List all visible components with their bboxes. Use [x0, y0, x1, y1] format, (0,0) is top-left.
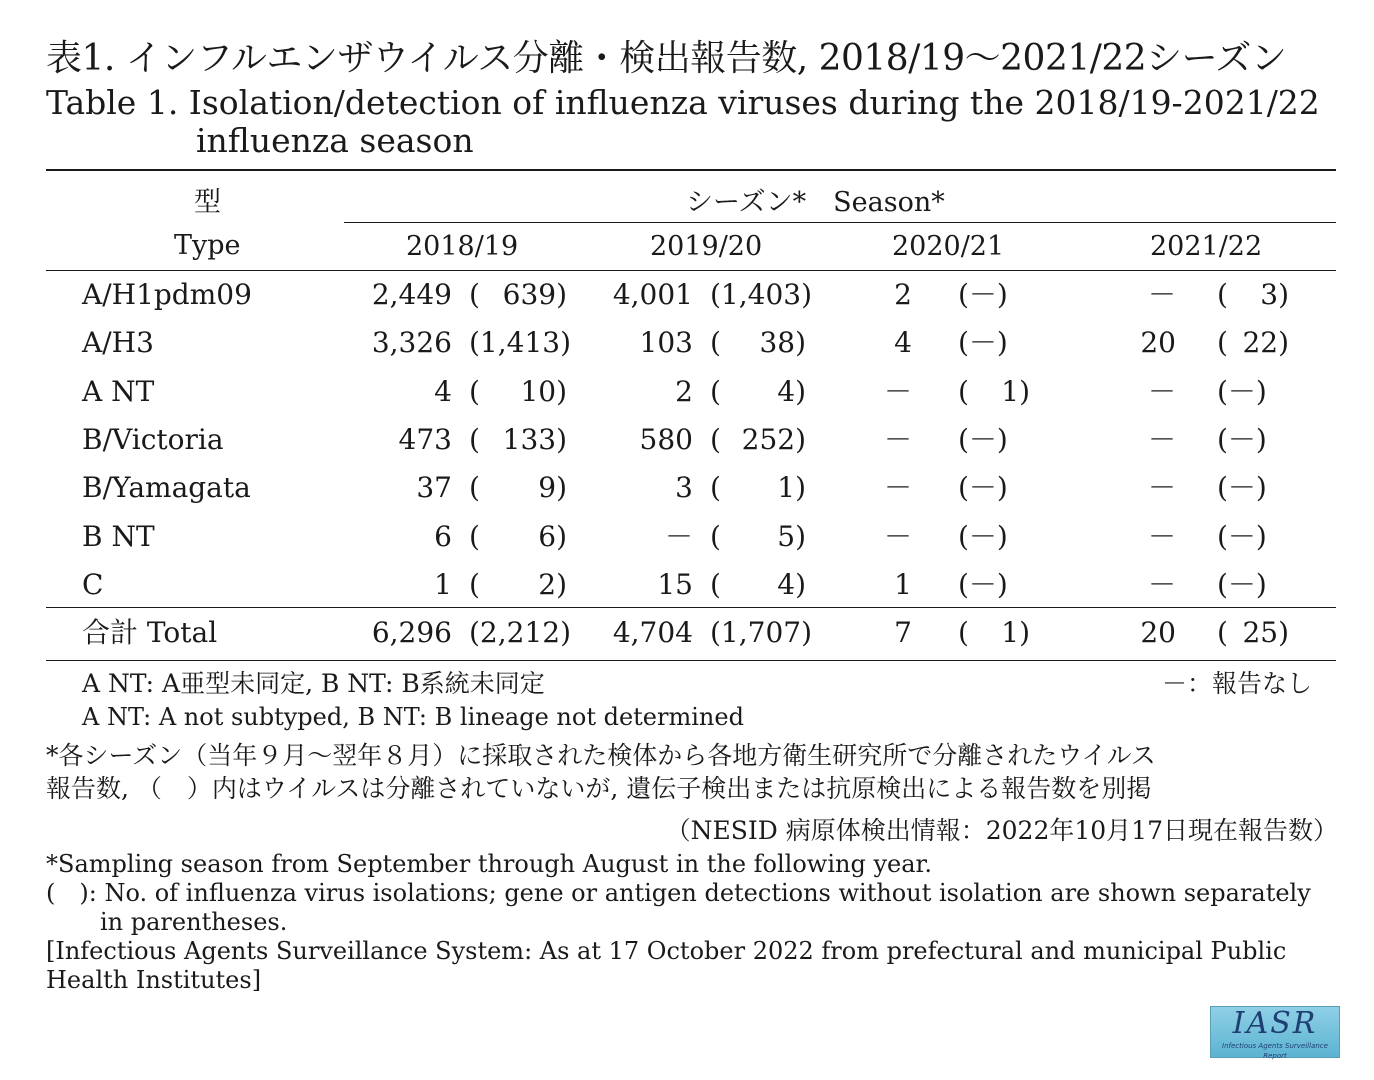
title-english — [46, 84, 1320, 160]
count-value: － — [1147, 568, 1176, 601]
paren-open: (－) — [1217, 520, 1267, 553]
count-value: 20 — [1140, 326, 1176, 359]
paren-open: ( — [710, 423, 721, 456]
paren-open: (－) — [958, 471, 1008, 504]
type-cell: A/H1pdm09 — [82, 278, 252, 311]
count-value: 37 — [416, 471, 452, 504]
count-value: － — [883, 423, 912, 456]
paren-open: ( — [469, 568, 480, 601]
paren-open: ( — [469, 278, 480, 311]
count-value: 4 — [894, 326, 912, 359]
paren-open: ( — [469, 471, 480, 504]
paren-value: 1) — [1001, 616, 1030, 649]
paren-value: 1) — [777, 471, 806, 504]
count-value: 1 — [434, 568, 452, 601]
note-english-sampling: *Sampling season from September through August in the following year. — [46, 850, 932, 878]
paren-value: 4) — [777, 375, 806, 408]
paren-open: ( — [1217, 278, 1228, 311]
type-cell: B NT — [82, 520, 155, 553]
paren-value: 10) — [520, 375, 567, 408]
table-top-rule — [46, 169, 1336, 171]
type-cell: B/Yamagata — [82, 471, 251, 504]
count-value: － — [1147, 520, 1176, 553]
paren-open: ( — [958, 375, 969, 408]
paren-open: ( — [710, 471, 721, 504]
paren-open: (－) — [958, 520, 1008, 553]
note-no-report: －：報告なし — [1162, 669, 1313, 698]
note-nt-english: A NT: A not subtyped, B NT: B lineage not determined — [82, 703, 744, 731]
season-2021-22: 2021/22 — [1150, 231, 1263, 262]
count-value: － — [883, 520, 912, 553]
count-value: 4,704 — [612, 616, 693, 649]
paren-open: ( — [469, 375, 480, 408]
count-value: 6,296 — [371, 616, 452, 649]
paren-open: (1,707) — [710, 616, 813, 649]
count-value: － — [664, 520, 693, 553]
count-value: 473 — [398, 423, 452, 456]
count-value: 1 — [894, 568, 912, 601]
paren-open: ( — [710, 326, 721, 359]
paren-open: ( — [958, 616, 969, 649]
note-japanese-source: （NESID 病原体検出情報：2022年10月17日現在報告数） — [665, 816, 1338, 845]
season-header-rule — [344, 222, 1336, 223]
note-japanese-line1: *各シーズン（当年９月～翌年８月）に採取された検体から各地方衛生研究所で分離されたウイルス — [46, 741, 1156, 770]
count-value: 6 — [434, 520, 452, 553]
type-cell: A/H3 — [82, 326, 154, 359]
title-english-line2: influenza season — [196, 121, 474, 160]
paren-open: (－) — [1217, 423, 1267, 456]
note-nt-japanese: A NT: A亜型未同定, B NT: B系統未同定 — [82, 669, 545, 698]
note-japanese-line2: 報告数, （ ）内はウイルスは分離されていないが, 遺伝子検出または抗原検出による報告数を別掲 — [46, 774, 1152, 803]
note-english-source-line1: [Infectious Agents Surveillance System: As at 17 October 2022 from prefectural and municipal Public — [46, 937, 1287, 965]
type-cell: 合計 Total — [82, 616, 218, 649]
paren-value: 6) — [538, 520, 567, 553]
count-value: 20 — [1140, 616, 1176, 649]
paren-open: ( — [469, 520, 480, 553]
count-value: 2,449 — [371, 278, 452, 311]
paren-value: 1) — [1001, 375, 1030, 408]
count-value: 3,326 — [371, 326, 452, 359]
paren-open: ( — [1217, 326, 1228, 359]
table-bottom-rule — [46, 660, 1336, 661]
paren-value: 252) — [741, 423, 806, 456]
iasr-logo-subtext: Infectious Agents Surveillance Report — [1222, 1042, 1328, 1060]
paren-open: (2,212) — [469, 616, 572, 649]
paren-open: (－) — [958, 423, 1008, 456]
paren-open: ( — [710, 568, 721, 601]
count-value: 4 — [434, 375, 452, 408]
paren-open: (－) — [1217, 375, 1267, 408]
type-cell: B/Victoria — [82, 423, 224, 456]
header-bottom-rule — [46, 270, 1336, 271]
count-value: 4,001 — [612, 278, 693, 311]
count-value: 3 — [675, 471, 693, 504]
count-value: － — [1147, 471, 1176, 504]
total-top-rule — [46, 607, 1336, 608]
count-value: 103 — [639, 326, 693, 359]
title-japanese: 表1. インフルエンザウイルス分離・検出報告数, 2018/19〜2021/22シーズン — [46, 38, 1287, 79]
paren-value: 22) — [1242, 326, 1289, 359]
type-header-en: Type — [174, 230, 241, 261]
paren-value: 4) — [777, 568, 806, 601]
count-value: － — [1147, 278, 1176, 311]
paren-open: ( — [710, 520, 721, 553]
paren-value: 3) — [1260, 278, 1289, 311]
paren-open: ( — [710, 375, 721, 408]
count-value: － — [1147, 423, 1176, 456]
paren-open: (－) — [1217, 568, 1267, 601]
season-2018-19: 2018/19 — [406, 231, 519, 262]
season-header: シーズン* Season* — [686, 187, 945, 218]
paren-open: ( — [1217, 616, 1228, 649]
paren-value: 133) — [502, 423, 567, 456]
paren-open: (－) — [958, 326, 1008, 359]
note-english-paren-line1: ( ): No. of influenza virus isolations; gene or antigen detections without isolation are shown separately — [46, 879, 1311, 907]
count-value: 2 — [894, 278, 912, 311]
note-english-source-line2: Health Institutes] — [46, 966, 262, 994]
paren-value: 38) — [759, 326, 806, 359]
paren-open: (1,413) — [469, 326, 572, 359]
count-value: 7 — [894, 616, 912, 649]
iasr-logo-text: IASR — [1232, 1006, 1318, 1041]
count-value: 580 — [639, 423, 693, 456]
type-cell: C — [82, 568, 104, 601]
iasr-logo — [1210, 1006, 1340, 1058]
paren-open: (－) — [958, 568, 1008, 601]
type-cell: A NT — [82, 375, 155, 408]
paren-open: (－) — [1217, 471, 1267, 504]
count-value: 2 — [675, 375, 693, 408]
note-english-paren-line2: in parentheses. — [100, 908, 288, 936]
count-value: － — [1147, 375, 1176, 408]
paren-value: 25) — [1242, 616, 1289, 649]
paren-value: 9) — [538, 471, 567, 504]
paren-value: 2) — [538, 568, 567, 601]
paren-value: 5) — [777, 520, 806, 553]
paren-open: (1,403) — [710, 278, 813, 311]
paren-value: 639) — [502, 278, 567, 311]
count-value: － — [883, 471, 912, 504]
paren-open: ( — [469, 423, 480, 456]
type-header-jp: 型 — [194, 187, 221, 218]
season-2019-20: 2019/20 — [650, 231, 763, 262]
season-2020-21: 2020/21 — [892, 231, 1005, 262]
count-value: 15 — [657, 568, 693, 601]
paren-open: (－) — [958, 278, 1008, 311]
title-english-line1: Table 1. Isolation/detection of influenza viruses during the 2018/19-2021/22 — [46, 83, 1320, 122]
count-value: － — [883, 375, 912, 408]
